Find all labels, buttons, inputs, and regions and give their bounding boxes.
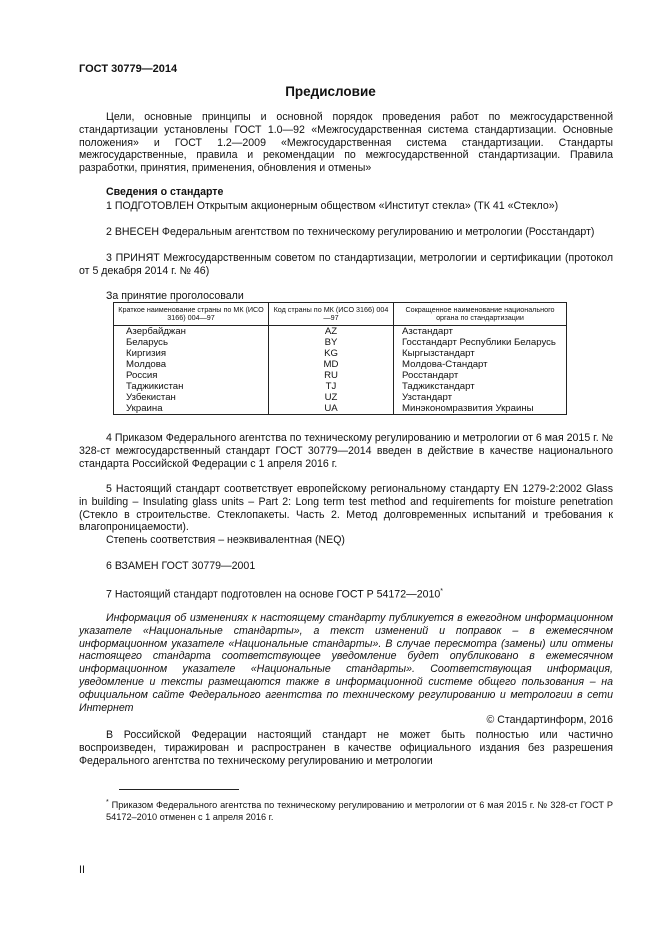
- code-cell: UA: [269, 403, 394, 415]
- item-7: [106, 586, 613, 601]
- table-row: [114, 359, 567, 370]
- item-5: [79, 483, 613, 534]
- body-cell: Молдова-Стандарт: [394, 359, 567, 370]
- code-cell: KG: [269, 348, 394, 359]
- footnote-text: Приказом Федерального агентства по техническому регулированию и метрологии от 6 мая 2015 г. № 328-ст ГОСТ Р 54172–2010 отменен с 1 апреля 2016 г.: [106, 800, 613, 823]
- body-cell: Госстандарт Республики Беларусь: [394, 337, 567, 348]
- intro-paragraph: [79, 111, 613, 175]
- item-3-text: 3 ПРИНЯТ Межгосударственным советом по стандартизации, метрологии и сертификации (протокол от 5 декабря 2014 г. № 46): [79, 252, 613, 277]
- info-heading: Сведения о стандарте: [106, 186, 224, 198]
- votes-table-header: [114, 303, 567, 326]
- table-row: [114, 381, 567, 392]
- body-cell: Таджикстандарт: [394, 381, 567, 392]
- info-italic-text: Информация об изменениях к настоящему стандарту публикуется в ежегодном информационном указателе «Национальные стандарты», а текст изменений и поправок – в ежемесячном информационном указателе «Национальные стандарты». В случае пересмотра (замены) или отмены настоящего стандарта соответствующее уведомление будет опубликовано в ежемесячном информационном указателе «Национальные стандарты». Соответствующая информация, уведомление и тексты размещаются также в информационной системе общего пользования – на официальном сайте Федерального агентства по техническому регулированию и метрологии в сети Интернет: [79, 612, 613, 714]
- code-cell: BY: [269, 337, 394, 348]
- country-cell: Таджикистан: [114, 381, 269, 392]
- item-4-text: 4 Приказом Федерального агентства по техническому регулированию и метрологии от 6 мая 2015 г. № 328-ст межгосударственный стандарт ГОСТ 30779—2014 введен в действие в качестве национального стандарта Российской Федерации с 1 апреля 2016 г.: [79, 432, 613, 470]
- country-cell: Узбекистан: [114, 392, 269, 403]
- item-5-degree: Степень соответствия – неэквивалентная (NEQ): [106, 534, 345, 546]
- standard-code-header: ГОСТ 30779—2014: [79, 63, 178, 75]
- country-cell: Россия: [114, 370, 269, 381]
- code-cell: AZ: [269, 326, 394, 338]
- body-cell: Узстандарт: [394, 392, 567, 403]
- country-cell: Молдова: [114, 359, 269, 370]
- page-number: II: [79, 864, 85, 876]
- code-cell: RU: [269, 370, 394, 381]
- country-cell: Киргизия: [114, 348, 269, 359]
- code-cell: MD: [269, 359, 394, 370]
- header-body: Сокращенное наименование национального органа по стандартизации: [394, 303, 567, 326]
- copyright: © Стандартинформ, 2016: [486, 714, 613, 726]
- page-title: Предисловие: [285, 84, 376, 99]
- table-row: [114, 392, 567, 403]
- table-row: [114, 326, 567, 338]
- table-row: [114, 337, 567, 348]
- body-cell: Росстандарт: [394, 370, 567, 381]
- country-cell: Азербайджан: [114, 326, 269, 338]
- reproduction-paragraph: [79, 729, 613, 767]
- item-4: [79, 432, 613, 470]
- table-row: [114, 348, 567, 359]
- info-italic-paragraph: [79, 612, 613, 714]
- item-1: 1 ПОДГОТОВЛЕН Открытым акционерным обществом «Институт стекла» (ТК 41 «Стекло»): [106, 200, 559, 212]
- body-cell: Азстандарт: [394, 326, 567, 338]
- body-cell: Кыргызстандарт: [394, 348, 567, 359]
- footnote-divider: [119, 789, 239, 790]
- item-6: 6 ВЗАМЕН ГОСТ 30779—2001: [106, 560, 256, 572]
- item-7-text: 7 Настоящий стандарт подготовлен на основе ГОСТ Р 54172—2010: [106, 588, 441, 601]
- header-code: Код страны по МК (ИСО 3166) 004—97: [269, 303, 394, 326]
- code-cell: UZ: [269, 392, 394, 403]
- votes-table: [113, 302, 567, 415]
- item-2: 2 ВНЕСЕН Федеральным агентством по техническому регулированию и метрологии (Росстандарт): [106, 226, 595, 238]
- item-3: [79, 252, 613, 278]
- country-cell: Беларусь: [114, 337, 269, 348]
- votes-label: За принятие проголосовали: [106, 290, 244, 302]
- table-row: [114, 403, 567, 415]
- footnote: [106, 797, 613, 823]
- code-cell: TJ: [269, 381, 394, 392]
- country-cell: Украина: [114, 403, 269, 415]
- intro-text: Цели, основные принципы и основной порядок проведения работ по межгосударственной стандартизации установлены ГОСТ 1.0—92 «Межгосударственная система стандартизации. Основные положения» и ГОСТ 1.2—2009 «Межгосударственная система стандартизации. Стандарты межгосударственные, правила и рекомендации по межгосударственной стандартизации. Правила разработки, принятия, применения, обновления и отмены»: [79, 111, 613, 175]
- footnote-mark-ref: *: [106, 799, 109, 806]
- body-cell: Минэкономразвития Украины: [394, 403, 567, 415]
- item-5-text: 5 Настоящий стандарт соответствует европейскому региональному стандарту EN 1279-2:2002 Glass in building – Insulating glass units – Part 2: Long term test method and requirements for moisture penetration (Стекло в строительстве. Стеклопакеты. Часть 2. Метод долговременных испытаний и требования к влагопроницаемости).: [79, 483, 613, 534]
- header-country: Краткое наименование страны по МК (ИСО 3166) 004—97: [114, 303, 269, 326]
- footnote-mark: *: [440, 588, 443, 595]
- reproduction-text: В Российской Федерации настоящий стандарт не может быть полностью или частично воспроизведен, тиражирован и распространен в качестве официального издания без разрешения Федерального агентства по техническому регулированию и метрологии: [79, 729, 613, 767]
- table-row: [114, 370, 567, 381]
